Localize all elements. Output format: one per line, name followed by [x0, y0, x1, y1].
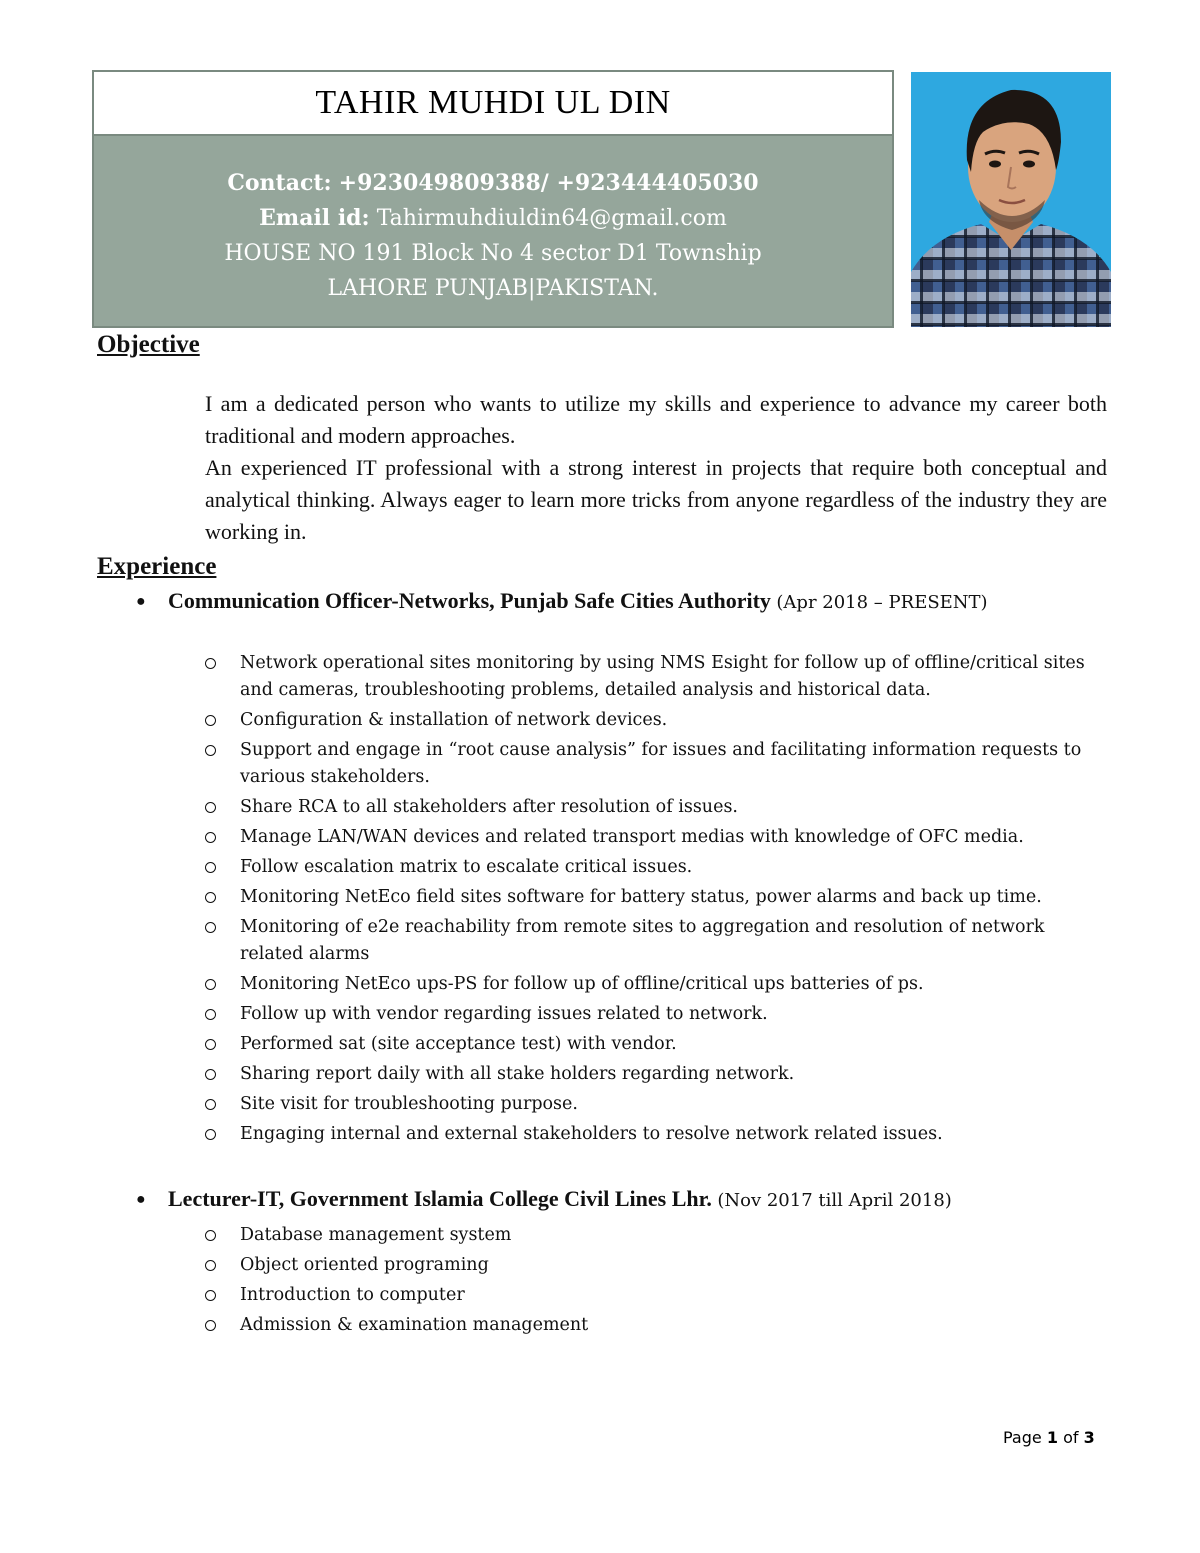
circle-bullet-icon [205, 745, 216, 756]
contact-label: Contact: [227, 170, 332, 196]
list-item: Share RCA to all stakeholders after resolution of issues. [205, 794, 1110, 821]
list-item: Engaging internal and external stakeholders to resolve network related issues. [205, 1121, 1110, 1148]
list-item: Monitoring of e2e reachability from remote sites to aggregation and resolution of network related alarms [205, 914, 1110, 968]
job-dates: (Apr 2018 – PRESENT) [776, 592, 988, 613]
list-item: Manage LAN/WAN devices and related transport medias with knowledge of OFC media. [205, 824, 1110, 851]
list-item: Follow up with vendor regarding issues related to network. [205, 1001, 1110, 1028]
circle-bullet-icon [205, 1290, 216, 1301]
circle-bullet-icon [205, 1129, 216, 1140]
profile-photo-illustration [911, 72, 1111, 327]
list-item: Support and engage in “root cause analysis” for issues and facilitating information requests to various stakeholders. [205, 737, 1110, 791]
experience-heading: Experience [97, 553, 217, 580]
circle-bullet-icon [205, 832, 216, 843]
job-role: Lecturer-IT, Government Islamia College Civil Lines Lhr. [168, 1186, 712, 1211]
header-box [92, 70, 894, 328]
contact-phones: +923049809388/ +923444405030 [338, 170, 759, 196]
list-item: Sharing report daily with all stake holders regarding network. [205, 1061, 1110, 1088]
candidate-name: TAHIR MUHDI UL DIN [315, 84, 671, 121]
circle-bullet-icon [205, 862, 216, 873]
job-dates: (Nov 2017 till April 2018) [717, 1190, 952, 1211]
circle-bullet-icon [205, 1320, 216, 1331]
circle-bullet-icon [205, 715, 216, 726]
list-item: Introduction to computer [205, 1282, 1110, 1309]
circle-bullet-icon [205, 892, 216, 903]
list-item: Admission & examination management [205, 1312, 1110, 1339]
job-duties-list [205, 650, 1110, 1151]
circle-bullet-icon [205, 1039, 216, 1050]
address-line-1: HOUSE NO 191 Block No 4 sector D1 Township [224, 241, 762, 266]
list-item: Follow escalation matrix to escalate critical issues. [205, 854, 1110, 881]
email-address: Tahirmuhdiuldin64@gmail.com [376, 206, 727, 231]
bullet-icon: ● [136, 1191, 146, 1208]
name-band [94, 72, 892, 136]
list-item: Network operational sites monitoring by using NMS Esight for follow up of offline/critical sites and cameras, troubleshooting problems, detailed analysis and historical data. [205, 650, 1110, 704]
list-item: Configuration & installation of network devices. [205, 707, 1110, 734]
list-item: Monitoring NetEco ups-PS for follow up of offline/critical ups batteries of ps. [205, 971, 1110, 998]
job-duties-list [205, 1222, 1110, 1342]
circle-bullet-icon [205, 1230, 216, 1241]
circle-bullet-icon [205, 1009, 216, 1020]
circle-bullet-icon [205, 1099, 216, 1110]
job-title-line [136, 1186, 952, 1212]
list-item: Site visit for troubleshooting purpose. [205, 1091, 1110, 1118]
list-item: Performed sat (site acceptance test) with vendor. [205, 1031, 1110, 1058]
job-role: Communication Officer-Networks, Punjab Safe Cities Authority [168, 588, 771, 613]
email-line [94, 201, 892, 236]
email-label: Email id: [259, 205, 370, 231]
objective-paragraph-1: I am a dedicated person who wants to utilize my skills and experience to advance my career both traditional and modern approaches. [205, 391, 1107, 448]
address-line-2: LAHORE PUNJAB|PAKISTAN. [327, 276, 659, 301]
circle-bullet-icon [205, 1260, 216, 1271]
job-title-line [136, 588, 988, 614]
bullet-icon: ● [136, 593, 146, 610]
circle-bullet-icon [205, 1069, 216, 1080]
list-item: Monitoring NetEco field sites software for battery status, power alarms and back up time. [205, 884, 1110, 911]
profile-photo [911, 72, 1111, 327]
circle-bullet-icon [205, 922, 216, 933]
circle-bullet-icon [205, 979, 216, 990]
objective-heading: Objective [97, 331, 200, 358]
objective-paragraph-2: An experienced IT professional with a strong interest in projects that require both conceptual and analytical thinking. Always eager to learn more tricks from anyone regardless of the industry they are working in. [205, 455, 1107, 544]
circle-bullet-icon [205, 658, 216, 669]
list-item: Object oriented programing [205, 1252, 1110, 1279]
contact-line [94, 166, 892, 201]
circle-bullet-icon [205, 802, 216, 813]
page-number: Page 1 of 3 [1003, 1428, 1095, 1447]
list-item: Database management system [205, 1222, 1110, 1249]
contact-block [94, 136, 892, 306]
